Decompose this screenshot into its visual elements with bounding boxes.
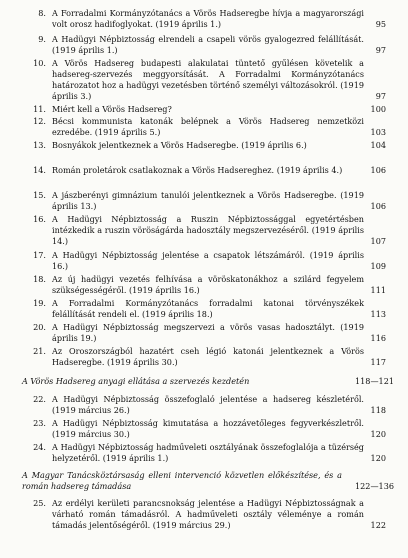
page-number: 113 [370, 309, 386, 319]
page-number: 100 [370, 104, 386, 114]
toc-entry-24: 24. A Hadügyi Népbiztosság hadműveleti osztályának összefoglalója a tüzérség helyzetéről. (1919 április 1.) 120 [33, 442, 386, 463]
page-number: 97 [375, 91, 386, 101]
toc-entry-11: 11. Miért kell a Vörös Hadsereg? 100 [33, 104, 386, 114]
toc-entry-9: 9. A Hadügyi Népbiztosság elrendeli a csapeli vörös gyalogezred felállítását. (1919 április 1.) 97 [38, 34, 386, 55]
page-number: 104 [370, 140, 386, 150]
page-number: 109 [370, 261, 386, 271]
toc-entry-10: 10. A Vörös Hadsereg budapesti alakulatai tüntető gyűlésen követelik a hadsereg-szervezés meggyorsítását. A Forradalmi Kormányzótanács határozatot hoz a hadügyi vezetésben történő személyi változásokról. (1919 április 3.) 97 [33, 58, 386, 101]
page-number: 106 [370, 165, 386, 175]
toc-entry-14: 14. Román proletárok csatlakoznak a Vörös Hadsereghez. (1919 április 4.) 106 [33, 165, 386, 175]
page-number: 95 [375, 19, 386, 29]
page-number: 120 [370, 429, 386, 439]
toc-section-heading: A Magyar Tanácsköztársaság elleni intervenció közvetlen előkészítése, és a román hadsereg támadása 122—136 [22, 470, 394, 491]
toc-entry-17: 17. A Hadügyi Népbiztosság jelentése a csapatok létszámáról. (1919 április 16.) 109 [33, 250, 386, 271]
page-number: 120 [370, 453, 386, 463]
toc-entry-13: 13. Bosnyákok jelentkeznek a Vörös Hadseregbe. (1919 április 6.) 104 [33, 140, 386, 150]
page-number: 97 [375, 45, 386, 55]
toc-entry-12: 12. Bécsi kommunista katonák belépnek a Vörös Hadsereg nemzetközi ezredébe. (1919 április 5.) 103 [33, 116, 386, 137]
page-number: 107 [370, 236, 386, 246]
toc-entry-19: 19. A Forradalmi Kormányzótanács forradalmi katonai törvényszékek felállítását rendeli el. (1919 április 18.) 113 [33, 298, 386, 319]
toc-section-heading: A Vörös Hadsereg anyagi ellátása a szervezés kezdetén 118—121 [22, 376, 394, 386]
toc-entry-16: 16. A Hadügyi Népbiztosság a Ruszin Népbiztossággal egyetértésben intézkedik a ruszin vöröságárda hadosztály megszervezéséről. (1919 április 14.) 107 [33, 214, 386, 246]
page-number: 122 [370, 520, 386, 530]
page-number: 111 [370, 285, 386, 295]
toc-entry-21: 21. Az Oroszországból hazatért cseh légió katonái jelentkeznek a Vörös Hadseregbe. (1919 április 30.) 117 [33, 346, 386, 367]
page-range: 122—136 [355, 481, 394, 491]
toc-entry-18: 18. Az új hadügyi vezetés felhívása a vöröskatonákhoz a szilárd fegyelem szükségességéről. (1919 április 16.) 111 [33, 274, 386, 295]
page-number: 118 [370, 405, 386, 415]
toc-entry-25: 25. Az erdélyi kerületi parancsnokság jelentése a Hadügyi Népbiztosságnak a várható román támadásról. A hadműveleti osztály véleménye a román támadás jelentőségéről. (1919 március 29.) 122 [33, 498, 386, 530]
toc-entry-15: 15. A jászberényi gimnázium tanulói jelentkeznek a Vörös Hadseregbe. (1919 április 13.) 106 [33, 190, 386, 211]
toc-entry-22: 22. A Hadügyi Népbiztosság összefoglaló jelentése a hadsereg készletéről. (1919 március 26.) 118 [33, 394, 386, 415]
page-number: 106 [370, 201, 386, 211]
toc-entry-23: 23. A Hadügyi Népbiztosság kimutatása a hozzávetőleges fegyverkészletről. (1919 március 30.) 120 [33, 418, 386, 439]
page-number: 116 [370, 333, 386, 343]
page-number: 103 [370, 127, 386, 137]
page-range: 118—121 [355, 376, 394, 386]
page-number: 117 [370, 357, 386, 367]
toc-entry-20: 20. A Hadügyi Népbiztosság megszervezi a vörös vasas hadosztályt. (1919 április 19.) 116 [33, 322, 386, 343]
toc-entry-8: 8. A Forradalmi Kormányzótanács a Vörös Hadseregbe hívja a magyarországi volt orosz hadifoglyokat. (1919 április 1.) 95 [38, 8, 386, 29]
